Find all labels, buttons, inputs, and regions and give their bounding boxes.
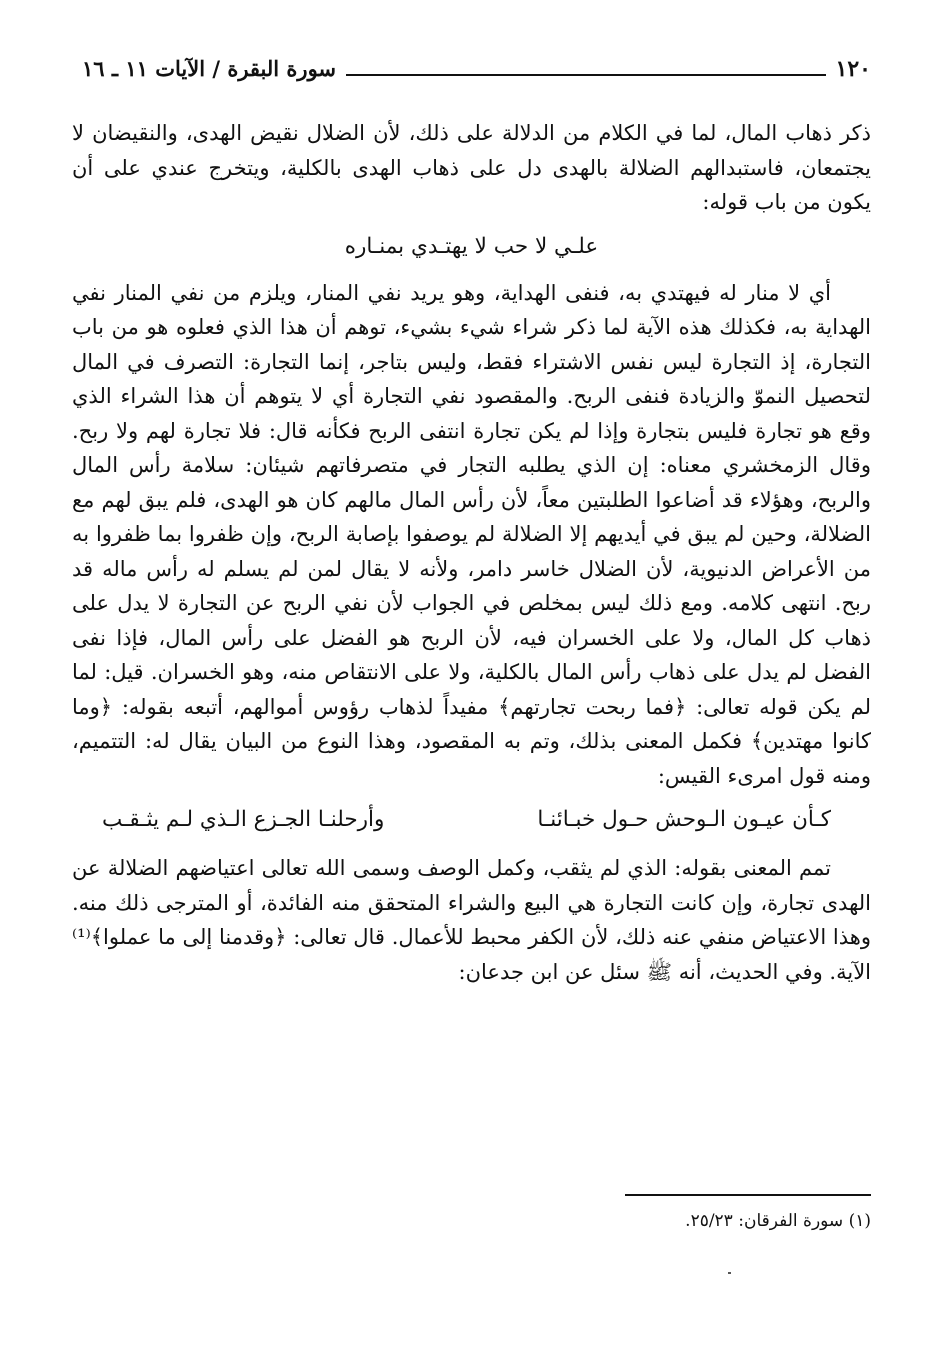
paragraph-3: تمم المعنى بقوله: الذي لم يثقب، وكمل الوصف وسمى الله تعالى اعتياضهم الضلالة عن الهدى تجارة، وإن كانت التجارة هي البيع والشراء المتحقق منه الفائدة، أو المترجى ذلك منه. وهذا الاعتياض منفي عنه ذلك، لأن الكفر محبط للأعمال. قال تعالى: ﴿وقدمنا إلى ما عملوا﴾⁽¹⁾ الآية. وفي الحديث، أنه ﷺ سئل عن ابن جدعان:	[72, 856, 871, 984]
verse-first-hemistich: كـأن عيـون الـوحش حـول خبـائنـا	[537, 807, 831, 832]
verse-second-hemistich: وأرحلنـا الجـزع الـذي لـم يثـقـب	[102, 807, 385, 832]
main-text	[72, 116, 871, 989]
verse-line-1: علـي لا حب لا يهتـدي بمنـاره	[344, 233, 599, 259]
scan-speck	[728, 1272, 731, 1274]
paragraph-2: أي لا منار له فيهتدي به، فنفى الهداية، وهو يريد نفي المنار، ويلزم من نفي المنار نفي الهداية به، فكذلك هذه الآية لما ذكر شراء شيء بشيء، توهم أن هذا الذي فعلوه هو من باب التجارة، إذ التجارة ليس نفس الاشتراء فقط، وليس بتاجر، إنما التجارة: التصرف في المال لتحصيل النموّ والزيادة فنفى الربح. والمقصود نفي التجارة أي لا يتوهم أن هذا الشراء الذي وقع هو تجارة فليس بتجارة وإذا لم يكن تجارة انتفى الربح فكأنه قال: فلا تجارة لهم ولا ربح. وقال الزمخشري معناه: إن الذي يطلبه التجار في متصرفاتهم شيئان: سلامة رأس المال والربح، وهؤلاء قد أضاعوا الطلبتين معاً، لأن رأس المال مالهم كان هو الهدى، فلم يبق لهم مع الضلالة، وحين لم يبق في أيديهم إلا الضلالة لم يوصفوا بإصابة الربح، وإن ظفروا بما ظفروا به من الأعراض الدنيوية، لأن الضلال خاسر دامر، ولأنه لا يقال لمن لم يسلم له رأس ماله قد ربح. انتهى كلامه. ومع ذلك ليس بمخلص في الجواب لأن نفي الربح عن التجارة لا يدل على ذهاب كل المال، ولا على الخسران فيه، لأن الربح هو الفضل على رأس المال، فإذا نفى الفضل لم يدل على ذهاب رأس المال بالكلية، ولا على الانتقاص منه، وهو الخسران. قيل: لما لم يكن قوله تعالى: ﴿فما ربحت تجارتهم﴾ مفيداً لذهاب رؤوس أموالهم، أتبعه بقوله: ﴿وما كانوا مهتدين﴾ فكمل المعنى بذلك، وتم به المقصود، وهذا النوع من البيان يقال له: التتميم، ومنه قول امرىء القيس:	[72, 280, 871, 788]
verse-couplet	[102, 803, 831, 837]
footnote-separator	[625, 1194, 871, 1196]
page-number: ١٢٠	[835, 56, 871, 82]
paragraph-1: ذكر ذهاب المال، لما في الكلام من الدلالة على ذلك، لأن الضلال نقيض الهدى، والنقيضان لا يجتمعان، فاستبدالهم الضلالة بالهدى دل على ذهاب الهدى بالكلية، ويتخرج عندي على أن يكون من باب قوله:	[72, 121, 871, 214]
footnote: (١) سورة الفرقان: ٢٥/٢٣.	[685, 1211, 871, 1231]
header-rule	[346, 74, 826, 76]
running-header	[82, 48, 871, 84]
running-title: سورة البقرة / الآيات ١١ ـ ١٦	[82, 56, 337, 81]
